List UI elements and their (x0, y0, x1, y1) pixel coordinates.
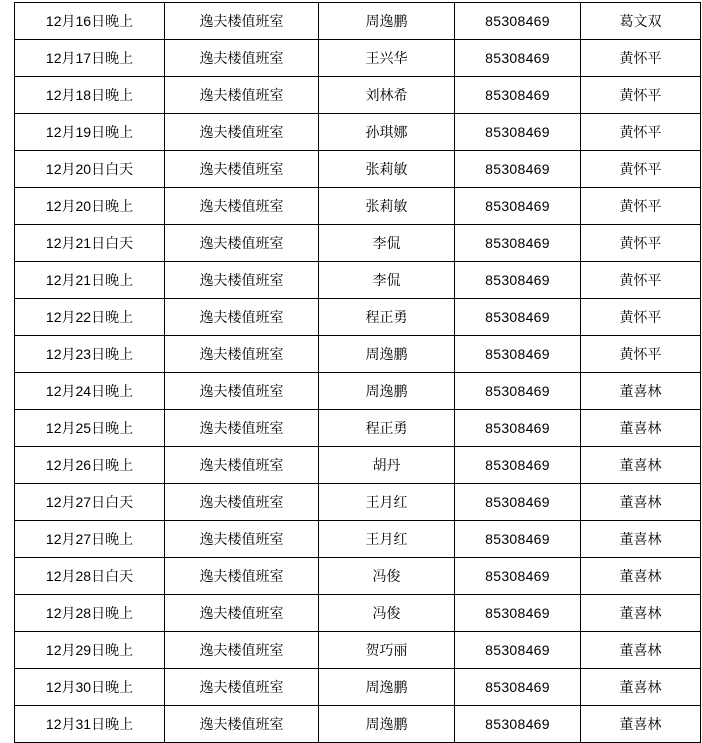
duty-date-cell: 12月22日晚上 (15, 299, 165, 336)
duty-leader-cell: 黄怀平 (581, 151, 701, 188)
table-row (15, 521, 701, 558)
duty-place-cell: 逸夫楼值班室 (165, 410, 319, 447)
table-row (15, 3, 701, 40)
duty-person-cell: 张莉敏 (319, 188, 455, 225)
duty-phone-cell: 85308469 (455, 484, 581, 521)
duty-leader-cell: 董喜林 (581, 447, 701, 484)
table-row (15, 299, 701, 336)
duty-phone-cell: 85308469 (455, 225, 581, 262)
duty-person-cell: 程正勇 (319, 299, 455, 336)
duty-date-cell: 12月28日晚上 (15, 595, 165, 632)
duty-person-cell: 王月红 (319, 521, 455, 558)
table-row (15, 225, 701, 262)
duty-place-cell: 逸夫楼值班室 (165, 706, 319, 743)
duty-leader-cell: 董喜林 (581, 558, 701, 595)
table-row (15, 114, 701, 151)
duty-phone-cell: 85308469 (455, 40, 581, 77)
duty-leader-cell: 黄怀平 (581, 40, 701, 77)
duty-place-cell: 逸夫楼值班室 (165, 40, 319, 77)
duty-place-cell: 逸夫楼值班室 (165, 299, 319, 336)
duty-person-cell: 王兴华 (319, 40, 455, 77)
duty-leader-cell: 董喜林 (581, 521, 701, 558)
duty-phone-cell: 85308469 (455, 410, 581, 447)
duty-place-cell: 逸夫楼值班室 (165, 632, 319, 669)
table-row (15, 447, 701, 484)
duty-phone-cell: 85308469 (455, 299, 581, 336)
duty-place-cell: 逸夫楼值班室 (165, 188, 319, 225)
duty-phone-cell: 85308469 (455, 558, 581, 595)
duty-leader-cell: 董喜林 (581, 706, 701, 743)
table-row (15, 77, 701, 114)
duty-phone-cell: 85308469 (455, 77, 581, 114)
duty-place-cell: 逸夫楼值班室 (165, 669, 319, 706)
duty-date-cell: 12月16日晚上 (15, 3, 165, 40)
duty-date-cell: 12月28日白天 (15, 558, 165, 595)
duty-phone-cell: 85308469 (455, 706, 581, 743)
table-row (15, 669, 701, 706)
duty-person-cell: 张莉敏 (319, 151, 455, 188)
duty-date-cell: 12月29日晚上 (15, 632, 165, 669)
duty-phone-cell: 85308469 (455, 521, 581, 558)
duty-leader-cell: 黄怀平 (581, 188, 701, 225)
duty-place-cell: 逸夫楼值班室 (165, 447, 319, 484)
duty-person-cell: 周逸鹏 (319, 669, 455, 706)
duty-date-cell: 12月25日晚上 (15, 410, 165, 447)
duty-person-cell: 周逸鹏 (319, 3, 455, 40)
duty-date-cell: 12月27日白天 (15, 484, 165, 521)
table-row (15, 188, 701, 225)
duty-place-cell: 逸夫楼值班室 (165, 3, 319, 40)
duty-leader-cell: 董喜林 (581, 669, 701, 706)
duty-roster-body (15, 3, 701, 743)
table-row (15, 595, 701, 632)
duty-person-cell: 周逸鹏 (319, 336, 455, 373)
duty-phone-cell: 85308469 (455, 669, 581, 706)
duty-leader-cell: 董喜林 (581, 484, 701, 521)
duty-phone-cell: 85308469 (455, 336, 581, 373)
duty-leader-cell: 董喜林 (581, 410, 701, 447)
duty-roster-sheet (0, 2, 702, 732)
table-row (15, 336, 701, 373)
duty-place-cell: 逸夫楼值班室 (165, 225, 319, 262)
duty-date-cell: 12月17日晚上 (15, 40, 165, 77)
duty-place-cell: 逸夫楼值班室 (165, 336, 319, 373)
table-row (15, 484, 701, 521)
table-row (15, 40, 701, 77)
table-row (15, 558, 701, 595)
duty-phone-cell: 85308469 (455, 595, 581, 632)
duty-leader-cell: 董喜林 (581, 632, 701, 669)
duty-date-cell: 12月30日晚上 (15, 669, 165, 706)
duty-place-cell: 逸夫楼值班室 (165, 484, 319, 521)
duty-phone-cell: 85308469 (455, 262, 581, 299)
duty-place-cell: 逸夫楼值班室 (165, 373, 319, 410)
duty-leader-cell: 黄怀平 (581, 336, 701, 373)
duty-leader-cell: 黄怀平 (581, 77, 701, 114)
duty-place-cell: 逸夫楼值班室 (165, 262, 319, 299)
duty-date-cell: 12月18日晚上 (15, 77, 165, 114)
duty-phone-cell: 85308469 (455, 447, 581, 484)
duty-leader-cell: 黄怀平 (581, 299, 701, 336)
duty-person-cell: 冯俊 (319, 595, 455, 632)
duty-roster-table (14, 2, 701, 743)
table-row (15, 410, 701, 447)
duty-phone-cell: 85308469 (455, 188, 581, 225)
duty-person-cell: 李侃 (319, 225, 455, 262)
duty-date-cell: 12月21日晚上 (15, 262, 165, 299)
duty-leader-cell: 葛文双 (581, 3, 701, 40)
duty-place-cell: 逸夫楼值班室 (165, 558, 319, 595)
table-row (15, 262, 701, 299)
duty-phone-cell: 85308469 (455, 3, 581, 40)
duty-person-cell: 冯俊 (319, 558, 455, 595)
duty-leader-cell: 黄怀平 (581, 262, 701, 299)
table-row (15, 706, 701, 743)
duty-place-cell: 逸夫楼值班室 (165, 151, 319, 188)
duty-place-cell: 逸夫楼值班室 (165, 521, 319, 558)
duty-leader-cell: 黄怀平 (581, 114, 701, 151)
duty-date-cell: 12月20日晚上 (15, 188, 165, 225)
table-row (15, 632, 701, 669)
duty-person-cell: 王月红 (319, 484, 455, 521)
duty-date-cell: 12月21日白天 (15, 225, 165, 262)
duty-leader-cell: 黄怀平 (581, 225, 701, 262)
duty-person-cell: 周逸鹏 (319, 706, 455, 743)
duty-phone-cell: 85308469 (455, 151, 581, 188)
duty-person-cell: 程正勇 (319, 410, 455, 447)
duty-date-cell: 12月27日晚上 (15, 521, 165, 558)
duty-phone-cell: 85308469 (455, 114, 581, 151)
duty-date-cell: 12月20日白天 (15, 151, 165, 188)
duty-date-cell: 12月19日晚上 (15, 114, 165, 151)
duty-person-cell: 胡丹 (319, 447, 455, 484)
duty-place-cell: 逸夫楼值班室 (165, 595, 319, 632)
duty-leader-cell: 董喜林 (581, 373, 701, 410)
duty-phone-cell: 85308469 (455, 632, 581, 669)
duty-person-cell: 贺巧丽 (319, 632, 455, 669)
duty-person-cell: 孙琪娜 (319, 114, 455, 151)
duty-person-cell: 李侃 (319, 262, 455, 299)
duty-date-cell: 12月24日晚上 (15, 373, 165, 410)
duty-leader-cell: 董喜林 (581, 595, 701, 632)
duty-date-cell: 12月23日晚上 (15, 336, 165, 373)
duty-date-cell: 12月31日晚上 (15, 706, 165, 743)
duty-place-cell: 逸夫楼值班室 (165, 77, 319, 114)
duty-person-cell: 刘林希 (319, 77, 455, 114)
duty-place-cell: 逸夫楼值班室 (165, 114, 319, 151)
duty-date-cell: 12月26日晚上 (15, 447, 165, 484)
table-row (15, 373, 701, 410)
duty-phone-cell: 85308469 (455, 373, 581, 410)
duty-person-cell: 周逸鹏 (319, 373, 455, 410)
table-row (15, 151, 701, 188)
